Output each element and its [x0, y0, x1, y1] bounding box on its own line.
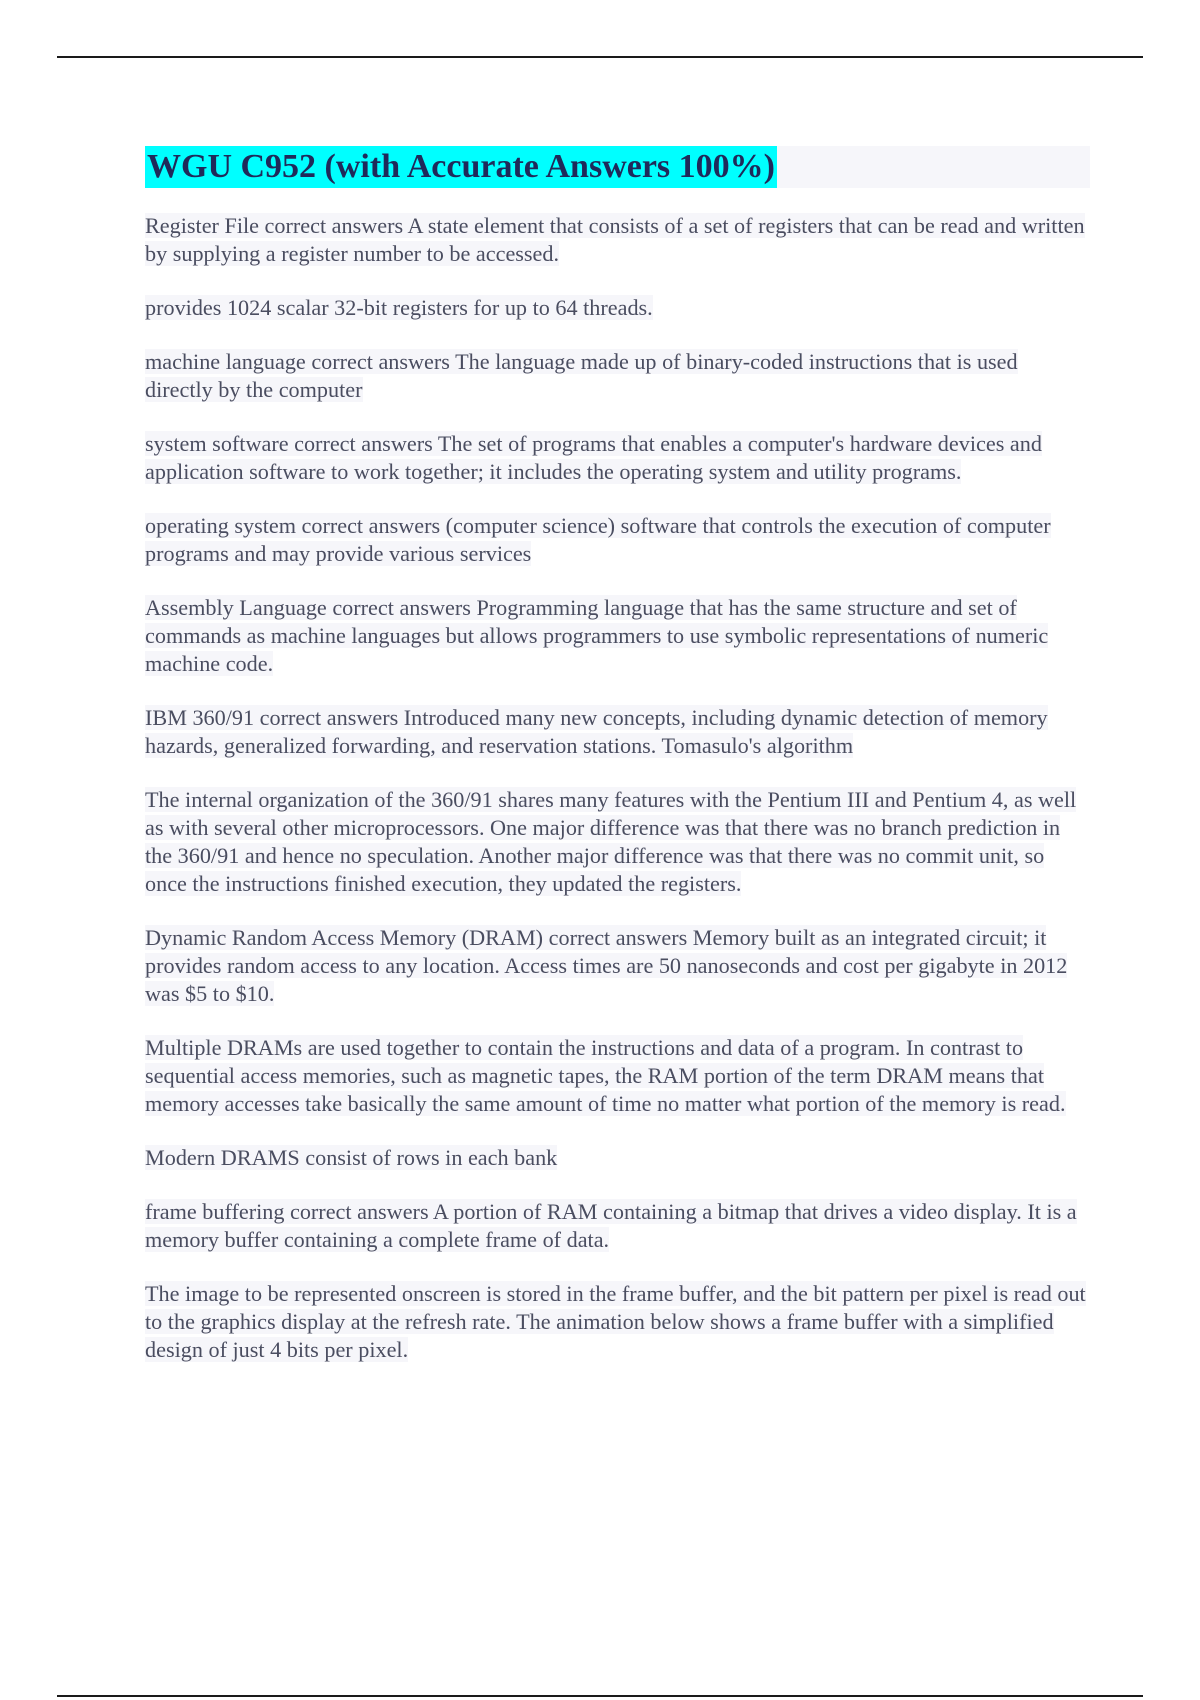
- paragraph: [145, 212, 1090, 268]
- top-rule: [57, 56, 1143, 58]
- paragraph: [145, 512, 1090, 568]
- paragraph-text: provides 1024 scalar 32-bit registers for up to 64 threads.: [145, 295, 653, 320]
- paragraph: [145, 294, 1090, 322]
- paragraph-text: Modern DRAMS consist of rows in each bank: [145, 1145, 558, 1170]
- paragraph-text: IBM 360/91 correct answers Introduced many new concepts, including dynamic detection of memory hazards, generalized forwarding, and reservation stations. Tomasulo's algorithm: [145, 705, 1048, 758]
- paragraph: [145, 786, 1090, 898]
- paragraph: [145, 430, 1090, 486]
- paragraph: [145, 1280, 1090, 1364]
- paragraph: [145, 348, 1090, 404]
- paragraph: [145, 1198, 1090, 1254]
- paragraph-text: Multiple DRAMs are used together to contain the instructions and data of a program. In contrast to sequential access memories, such as magnetic tapes, the RAM portion of the term DRAM means that memory accesses take basically the same amount of time no matter what portion of the memory is read.: [145, 1035, 1066, 1116]
- paragraph: [145, 924, 1090, 1008]
- paragraph-text: Register File correct answers A state element that consists of a set of registers that can be read and written by supplying a register number to be accessed.: [145, 213, 1085, 266]
- title-band: [145, 146, 1090, 188]
- paragraph-text: Assembly Language correct answers Programming language that has the same structure and set of commands as machine languages but allows programmers to use symbolic representations of numeric machine code.: [145, 595, 1049, 676]
- paragraph-text: Dynamic Random Access Memory (DRAM) correct answers Memory built as an integrated circuit; it provides random access to any location. Access times are 50 nanoseconds and cost per gigabyte in 2012 was $5 to $10.: [145, 925, 1068, 1006]
- paragraph: [145, 1034, 1090, 1118]
- paragraph-text: The image to be represented onscreen is stored in the frame buffer, and the bit pattern per pixel is read out to the graphics display at the refresh rate. The animation below shows a frame buffer with a simplified design of just 4 bits per pixel.: [145, 1281, 1086, 1362]
- paragraph: [145, 704, 1090, 760]
- paragraph: [145, 1144, 1090, 1172]
- paragraph-text: The internal organization of the 360/91 shares many features with the Pentium III and Pentium 4, as well as with several other microprocessors. One major difference was that there was no branch prediction in the 360/91 and hence no speculation. Another major difference was that there was no commit unit, so once the instructions finished execution, they updated the registers.: [145, 787, 1077, 896]
- document-title: WGU C952 (with Accurate Answers 100%): [145, 146, 777, 188]
- paragraph-text: frame buffering correct answers A portion of RAM containing a bitmap that drives a video display. It is a memory buffer containing a complete frame of data.: [145, 1199, 1077, 1252]
- document-body: [145, 146, 1090, 1390]
- paragraph-text: operating system correct answers (computer science) software that controls the execution of computer programs and may provide various services: [145, 513, 1051, 566]
- paragraph: [145, 594, 1090, 678]
- bottom-rule: [57, 1695, 1143, 1697]
- paragraph-text: system software correct answers The set of programs that enables a computer's hardware devices and application software to work together; it includes the operating system and utility programs.: [145, 431, 1042, 484]
- paragraph-text: machine language correct answers The language made up of binary-coded instructions that is used directly by the computer: [145, 349, 1018, 402]
